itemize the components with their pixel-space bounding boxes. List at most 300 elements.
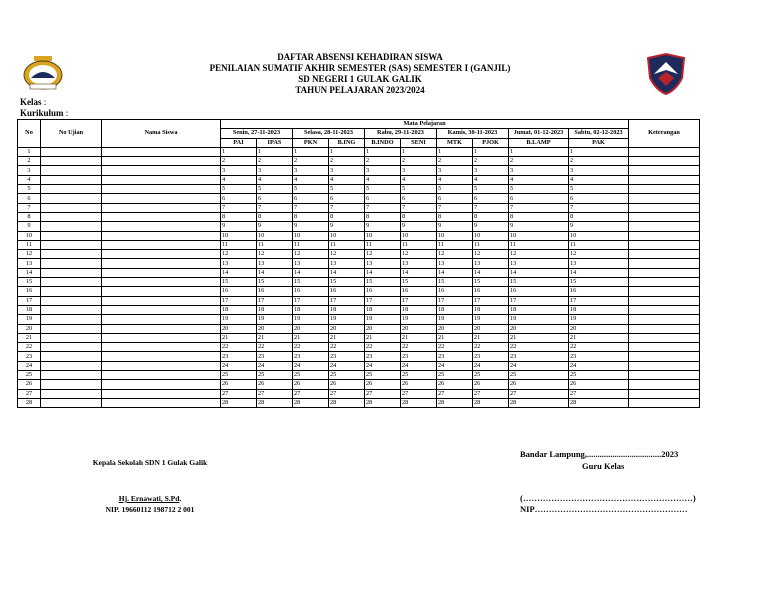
keterangan-cell	[629, 287, 700, 296]
signature-cell: 26	[329, 380, 365, 389]
signature-cell: 1	[329, 147, 365, 156]
table-row	[18, 268, 700, 277]
no-ujian-cell	[41, 185, 102, 194]
signature-cell: 25	[473, 371, 509, 380]
keterangan-cell	[629, 185, 700, 194]
signature-cell: 10	[437, 231, 473, 240]
signature-cell: 18	[365, 305, 401, 314]
signature-cell: 21	[509, 333, 569, 342]
keterangan-cell	[629, 268, 700, 277]
signature-cell: 16	[329, 287, 365, 296]
table-row	[18, 398, 700, 407]
signature-cell: 12	[569, 250, 629, 259]
principal-name: Hj. Ernawati, S.Pd	[118, 494, 180, 503]
signature-cell: 1	[509, 147, 569, 156]
table-row	[18, 250, 700, 259]
signature-cell: 4	[257, 175, 293, 184]
header-subtitle: PENILAIAN SUMATIF AKHIR SEMESTER (SAS) SEMESTER I (GANJIL)	[209, 63, 511, 73]
table-row	[18, 147, 700, 156]
signature-cell: 22	[257, 343, 293, 352]
nama-siswa-cell	[102, 296, 221, 305]
no-ujian-cell	[41, 203, 102, 212]
signature-cell: 12	[401, 250, 437, 259]
signature-cell: 3	[473, 166, 509, 175]
signature-cell: 26	[473, 380, 509, 389]
keterangan-cell	[629, 157, 700, 166]
no-ujian-cell	[41, 240, 102, 249]
table-row	[18, 371, 700, 380]
row-number-cell: 1	[18, 147, 41, 156]
document-header	[150, 52, 570, 96]
signature-cell: 14	[509, 268, 569, 277]
no-ujian-cell	[41, 212, 102, 221]
signature-cell: 3	[257, 166, 293, 175]
no-ujian-cell	[41, 389, 102, 398]
keterangan-cell	[629, 380, 700, 389]
teacher-nip: NIP………………………………………………	[520, 504, 688, 514]
signature-cell: 9	[257, 222, 293, 231]
subject-header: B.ING	[329, 138, 365, 147]
signature-cell: 5	[329, 185, 365, 194]
teacher-title-block	[520, 448, 690, 472]
signature-cell: 20	[569, 324, 629, 333]
signature-cell: 26	[569, 380, 629, 389]
principal-title-block	[40, 458, 260, 468]
signature-cell: 5	[401, 185, 437, 194]
no-ujian-cell	[41, 222, 102, 231]
signature-cell: 18	[437, 305, 473, 314]
row-number-cell: 9	[18, 222, 41, 231]
signature-cell: 28	[329, 398, 365, 407]
row-number-cell: 20	[18, 324, 41, 333]
signature-cell: 13	[329, 259, 365, 268]
signature-cell: 13	[569, 259, 629, 268]
nama-siswa-cell	[102, 185, 221, 194]
signature-cell: 4	[509, 175, 569, 184]
signature-cell: 5	[473, 185, 509, 194]
signature-cell: 28	[293, 398, 329, 407]
signature-cell: 10	[329, 231, 365, 240]
signature-cell: 11	[437, 240, 473, 249]
signature-cell: 2	[473, 157, 509, 166]
signature-cell: 19	[437, 315, 473, 324]
signature-cell: 27	[257, 389, 293, 398]
signature-cell: 21	[329, 333, 365, 342]
row-number-cell: 22	[18, 343, 41, 352]
keterangan-cell	[629, 343, 700, 352]
signature-cell: 17	[437, 296, 473, 305]
day-header: Rabu, 29-11-2023	[365, 129, 437, 138]
signature-cell: 4	[293, 175, 329, 184]
nama-siswa-cell	[102, 157, 221, 166]
signature-cell: 14	[221, 268, 257, 277]
signature-cell: 16	[473, 287, 509, 296]
signature-cell: 11	[329, 240, 365, 249]
signature-cell: 7	[473, 203, 509, 212]
signature-cell: 25	[221, 371, 257, 380]
signature-cell: 20	[509, 324, 569, 333]
signature-cell: 21	[221, 333, 257, 342]
keterangan-cell	[629, 240, 700, 249]
keterangan-cell	[629, 371, 700, 380]
signature-cell: 14	[365, 268, 401, 277]
teacher-name: (……………………………………………………)	[520, 493, 696, 503]
col-keterangan-header: Keterangan	[629, 120, 700, 148]
keterangan-cell	[629, 212, 700, 221]
signature-cell: 18	[401, 305, 437, 314]
signature-cell: 9	[329, 222, 365, 231]
day-header: Sabtu, 02-12-2023	[569, 129, 629, 138]
signature-cell: 18	[257, 305, 293, 314]
signature-cell: 13	[401, 259, 437, 268]
table-row	[18, 324, 700, 333]
signature-cell: 11	[365, 240, 401, 249]
nama-siswa-cell	[102, 212, 221, 221]
kurikulum-label: Kurikulum	[20, 108, 64, 118]
signature-cell: 15	[257, 278, 293, 287]
signature-cell: 12	[509, 250, 569, 259]
signature-cell: 9	[509, 222, 569, 231]
row-number-cell: 18	[18, 305, 41, 314]
signature-cell: 12	[365, 250, 401, 259]
signature-cell: 19	[221, 315, 257, 324]
signature-cell: 18	[569, 305, 629, 314]
signature-cell: 8	[329, 212, 365, 221]
no-ujian-cell	[41, 305, 102, 314]
signature-cell: 25	[329, 371, 365, 380]
no-ujian-cell	[41, 361, 102, 370]
signature-cell: 8	[509, 212, 569, 221]
signature-cell: 1	[401, 147, 437, 156]
signature-cell: 6	[569, 194, 629, 203]
signature-cell: 4	[365, 175, 401, 184]
signature-cell: 22	[401, 343, 437, 352]
signature-cell: 13	[257, 259, 293, 268]
no-ujian-cell	[41, 194, 102, 203]
no-ujian-cell	[41, 175, 102, 184]
row-number-cell: 12	[18, 250, 41, 259]
signature-cell: 23	[473, 352, 509, 361]
row-number-cell: 10	[18, 231, 41, 240]
signature-cell: 24	[509, 361, 569, 370]
nama-siswa-cell	[102, 166, 221, 175]
signature-cell: 24	[569, 361, 629, 370]
signature-cell: 9	[293, 222, 329, 231]
signature-cell: 15	[473, 278, 509, 287]
table-row	[18, 352, 700, 361]
day-header: Senin, 27-11-2023	[221, 129, 293, 138]
signature-cell: 22	[509, 343, 569, 352]
signature-cell: 6	[293, 194, 329, 203]
day-header: Jumat, 01-12-2023	[509, 129, 569, 138]
signature-cell: 14	[473, 268, 509, 277]
keterangan-cell	[629, 259, 700, 268]
signature-cell: 6	[401, 194, 437, 203]
signature-cell: 28	[509, 398, 569, 407]
signature-cell: 8	[473, 212, 509, 221]
table-row	[18, 315, 700, 324]
signature-cell: 28	[365, 398, 401, 407]
header-title: DAFTAR ABSENSI KEHADIRAN SISWA	[277, 52, 443, 62]
signature-cell: 10	[221, 231, 257, 240]
signature-cell: 19	[257, 315, 293, 324]
signature-cell: 21	[257, 333, 293, 342]
keterangan-cell	[629, 361, 700, 370]
signature-cell: 11	[473, 240, 509, 249]
row-number-cell: 2	[18, 157, 41, 166]
signature-cell: 9	[221, 222, 257, 231]
signature-cell: 16	[365, 287, 401, 296]
nama-siswa-cell	[102, 343, 221, 352]
keterangan-cell	[629, 250, 700, 259]
nama-siswa-cell	[102, 371, 221, 380]
keterangan-cell	[629, 305, 700, 314]
signature-cell: 24	[221, 361, 257, 370]
signature-cell: 17	[509, 296, 569, 305]
signature-cell: 19	[365, 315, 401, 324]
signature-cell: 22	[365, 343, 401, 352]
nama-siswa-cell	[102, 194, 221, 203]
signature-cell: 1	[293, 147, 329, 156]
signature-cell: 11	[401, 240, 437, 249]
signature-cell: 3	[221, 166, 257, 175]
signature-cell: 12	[437, 250, 473, 259]
table-row	[18, 278, 700, 287]
no-ujian-cell	[41, 278, 102, 287]
signature-cell: 21	[293, 333, 329, 342]
nama-siswa-cell	[102, 315, 221, 324]
header-school: SD NEGERI 1 GULAK GALIK	[298, 74, 422, 84]
signature-cell: 21	[437, 333, 473, 342]
signature-cell: 7	[257, 203, 293, 212]
signature-cell: 17	[221, 296, 257, 305]
no-ujian-cell	[41, 250, 102, 259]
signature-cell: 9	[437, 222, 473, 231]
principal-signature-block: Hj. Ernawati, S.Pd. NIP. 19660112 198712 2 001	[40, 493, 260, 515]
signature-cell: 19	[293, 315, 329, 324]
nama-siswa-cell	[102, 287, 221, 296]
table-row	[18, 157, 700, 166]
signature-cell: 6	[329, 194, 365, 203]
keterangan-cell	[629, 194, 700, 203]
signature-cell: 24	[401, 361, 437, 370]
signature-cell: 16	[221, 287, 257, 296]
signature-cell: 6	[221, 194, 257, 203]
col-no-ujian-header: No Ujian	[41, 120, 102, 148]
signature-cell: 19	[401, 315, 437, 324]
signature-cell: 12	[293, 250, 329, 259]
signature-cell: 9	[365, 222, 401, 231]
signature-cell: 14	[293, 268, 329, 277]
signature-cell: 16	[401, 287, 437, 296]
signature-cell: 23	[509, 352, 569, 361]
nama-siswa-cell	[102, 250, 221, 259]
table-row	[18, 212, 700, 221]
signature-cell: 14	[257, 268, 293, 277]
signature-cell: 8	[365, 212, 401, 221]
signature-cell: 9	[401, 222, 437, 231]
signature-cell: 2	[257, 157, 293, 166]
signature-cell: 2	[569, 157, 629, 166]
signature-cell: 20	[437, 324, 473, 333]
signature-cell: 2	[293, 157, 329, 166]
signature-cell: 11	[293, 240, 329, 249]
signature-cell: 23	[221, 352, 257, 361]
col-no-header: No	[18, 120, 41, 148]
class-meta: Kelas : Kurikulum :	[20, 97, 69, 118]
signature-cell: 25	[437, 371, 473, 380]
signature-cell: 21	[365, 333, 401, 342]
signature-cell: 26	[509, 380, 569, 389]
signature-cell: 1	[569, 147, 629, 156]
signature-cell: 21	[569, 333, 629, 342]
signature-cell: 27	[329, 389, 365, 398]
signature-cell: 6	[509, 194, 569, 203]
signature-cell: 24	[437, 361, 473, 370]
nama-siswa-cell	[102, 333, 221, 342]
signature-cell: 25	[401, 371, 437, 380]
teacher-signature-block	[520, 493, 696, 515]
signature-cell: 13	[293, 259, 329, 268]
signature-cell: 27	[509, 389, 569, 398]
signature-cell: 22	[329, 343, 365, 352]
signature-cell: 27	[401, 389, 437, 398]
signature-cell: 28	[401, 398, 437, 407]
signature-cell: 17	[257, 296, 293, 305]
signature-cell: 12	[257, 250, 293, 259]
signature-cell: 20	[221, 324, 257, 333]
signature-cell: 6	[365, 194, 401, 203]
signature-cell: 6	[473, 194, 509, 203]
signature-cell: 23	[437, 352, 473, 361]
signature-cell: 14	[401, 268, 437, 277]
signature-cell: 16	[257, 287, 293, 296]
signature-cell: 13	[509, 259, 569, 268]
row-number-cell: 26	[18, 380, 41, 389]
signature-cell: 21	[473, 333, 509, 342]
signature-cell: 13	[221, 259, 257, 268]
table-row	[18, 240, 700, 249]
keterangan-cell	[629, 222, 700, 231]
signature-cell: 18	[473, 305, 509, 314]
subject-header: B.LAMP	[509, 138, 569, 147]
attendance-table	[17, 119, 700, 408]
teacher-title: Guru Kelas	[582, 461, 625, 471]
table-row	[18, 222, 700, 231]
signature-cell: 6	[257, 194, 293, 203]
subject-header: MTK	[437, 138, 473, 147]
signature-cell: 27	[365, 389, 401, 398]
subject-header: IPAS	[257, 138, 293, 147]
signature-cell: 15	[569, 278, 629, 287]
signature-cell: 15	[221, 278, 257, 287]
keterangan-cell	[629, 315, 700, 324]
signature-cell: 7	[293, 203, 329, 212]
school-shield-right-icon	[644, 52, 688, 96]
signature-cell: 6	[437, 194, 473, 203]
principal-nip: NIP. 19660112 198712 2 001	[105, 505, 195, 514]
signature-cell: 23	[401, 352, 437, 361]
signature-cell: 27	[293, 389, 329, 398]
signature-cell: 11	[257, 240, 293, 249]
signature-cell: 22	[293, 343, 329, 352]
signature-cell: 24	[329, 361, 365, 370]
table-row	[18, 175, 700, 184]
nama-siswa-cell	[102, 203, 221, 212]
signature-cell: 27	[569, 389, 629, 398]
signature-cell: 14	[569, 268, 629, 277]
nama-siswa-cell	[102, 278, 221, 287]
no-ujian-cell	[41, 315, 102, 324]
signature-cell: 2	[365, 157, 401, 166]
signature-cell: 24	[257, 361, 293, 370]
no-ujian-cell	[41, 231, 102, 240]
signature-cell: 20	[329, 324, 365, 333]
table-row	[18, 333, 700, 342]
subject-header: PKN	[293, 138, 329, 147]
signature-cell: 5	[293, 185, 329, 194]
signature-cell: 23	[329, 352, 365, 361]
row-number-cell: 24	[18, 361, 41, 370]
nama-siswa-cell	[102, 389, 221, 398]
row-number-cell: 5	[18, 185, 41, 194]
signature-cell: 27	[221, 389, 257, 398]
nama-siswa-cell	[102, 305, 221, 314]
signature-cell: 20	[473, 324, 509, 333]
table-row	[18, 203, 700, 212]
signature-cell: 8	[569, 212, 629, 221]
signature-cell: 7	[329, 203, 365, 212]
day-header: Selasa, 28-11-2023	[293, 129, 365, 138]
col-mapel-header: Mata Pelajaran	[221, 120, 629, 129]
signature-cell: 8	[401, 212, 437, 221]
row-number-cell: 16	[18, 287, 41, 296]
day-header: Kamis, 30-11-2023	[437, 129, 509, 138]
signature-cell: 7	[401, 203, 437, 212]
signature-cell: 15	[293, 278, 329, 287]
signature-cell: 21	[401, 333, 437, 342]
nama-siswa-cell	[102, 175, 221, 184]
row-number-cell: 25	[18, 371, 41, 380]
signature-cell: 13	[473, 259, 509, 268]
signature-cell: 4	[473, 175, 509, 184]
signature-cell: 1	[365, 147, 401, 156]
row-number-cell: 7	[18, 203, 41, 212]
signature-cell: 26	[221, 380, 257, 389]
signature-cell: 16	[569, 287, 629, 296]
signature-cell: 1	[221, 147, 257, 156]
signature-cell: 10	[401, 231, 437, 240]
signature-cell: 28	[569, 398, 629, 407]
table-row	[18, 380, 700, 389]
keterangan-cell	[629, 166, 700, 175]
subject-header: SENI	[401, 138, 437, 147]
nama-siswa-cell	[102, 259, 221, 268]
signature-cell: 10	[509, 231, 569, 240]
signature-cell: 9	[473, 222, 509, 231]
row-number-cell: 27	[18, 389, 41, 398]
signature-cell: 26	[437, 380, 473, 389]
signature-cell: 10	[569, 231, 629, 240]
signature-cell: 4	[569, 175, 629, 184]
signature-cell: 26	[401, 380, 437, 389]
nama-siswa-cell	[102, 268, 221, 277]
kelas-label: Kelas	[20, 97, 42, 107]
no-ujian-cell	[41, 380, 102, 389]
signature-cell: 3	[329, 166, 365, 175]
signature-cell: 17	[401, 296, 437, 305]
no-ujian-cell	[41, 343, 102, 352]
